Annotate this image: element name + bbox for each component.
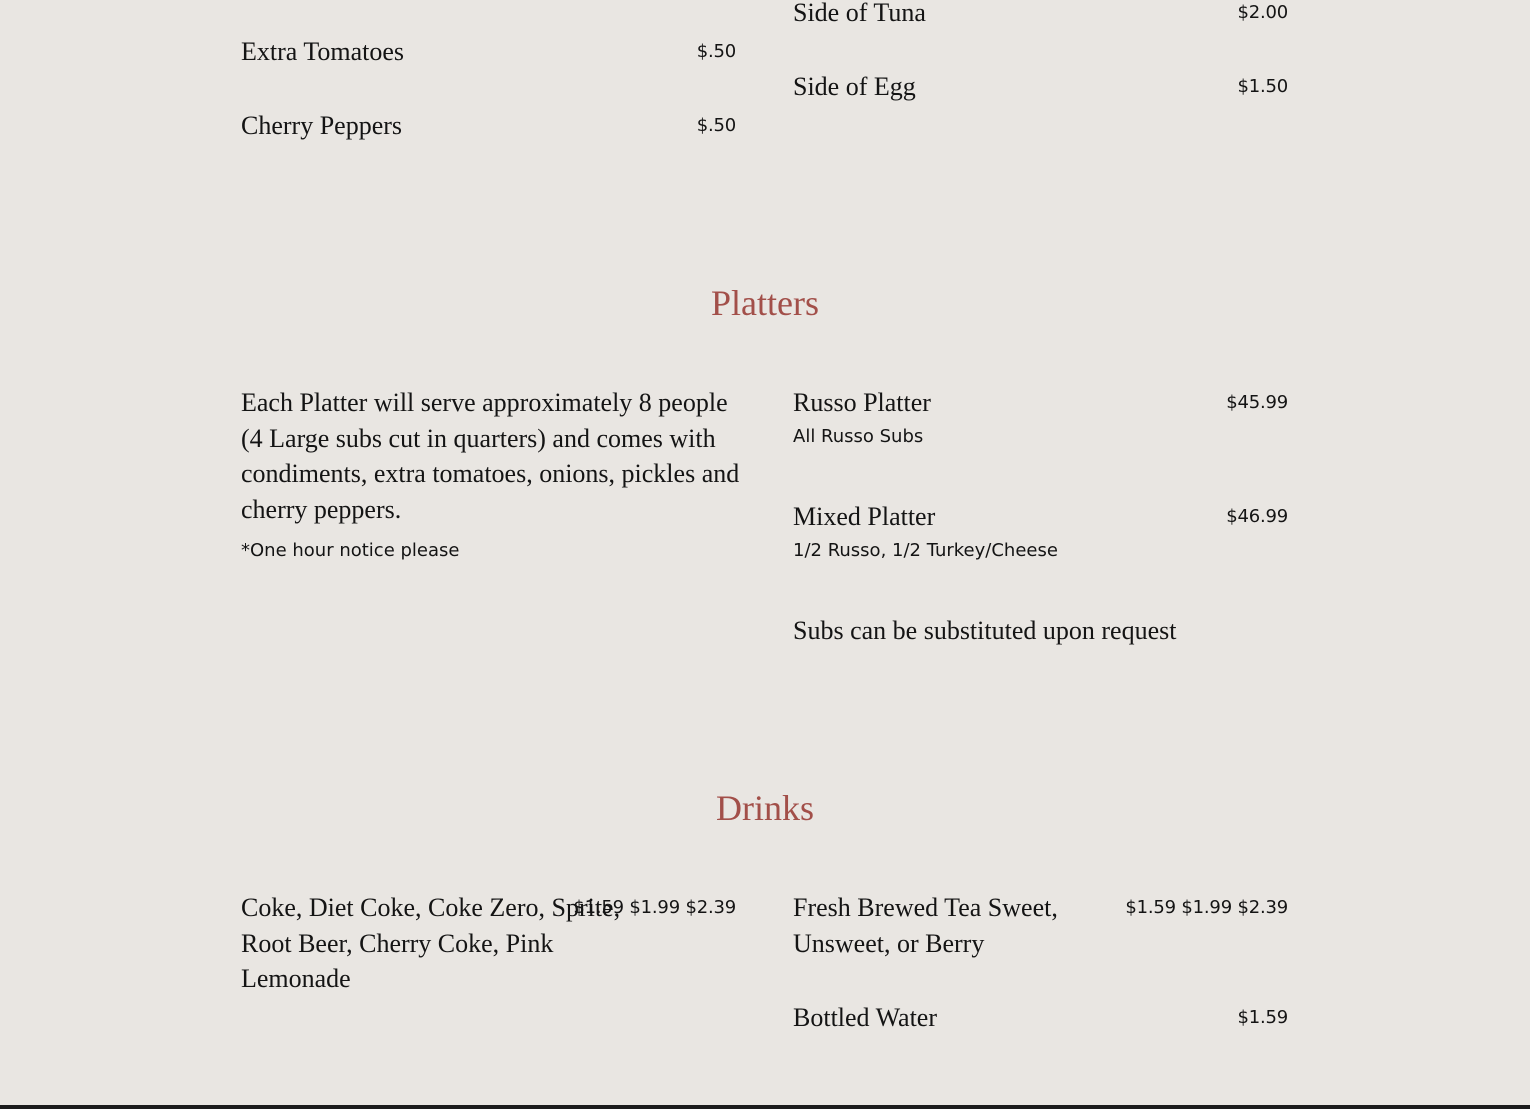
section-title-platters: Platters [711, 283, 819, 323]
menu-item-sodas [241, 890, 736, 1000]
item-price: $46.99 [1226, 506, 1288, 527]
menu-item-cherry-peppers [241, 108, 736, 148]
item-name: Fresh Brewed Tea Sweet, Unsweet, or Berry [793, 893, 1058, 958]
footer-divider [0, 1105, 1530, 1109]
item-name: Side of Egg [793, 72, 916, 101]
item-name: Russo Platter [793, 388, 931, 417]
section-title-drinks: Drinks [716, 788, 814, 828]
item-price: $1.59 $1.99 $2.39 [1125, 897, 1288, 918]
item-price: $1.50 [1237, 76, 1288, 97]
item-price: $45.99 [1226, 392, 1288, 413]
substitution-note: Subs can be substituted upon request [793, 616, 1177, 645]
item-price: $2.00 [1237, 2, 1288, 23]
item-description: All Russo Subs [793, 426, 924, 447]
item-description: 1/2 Russo, 1/2 Turkey/Cheese [793, 540, 1058, 561]
menu-item-side-of-tuna [793, 0, 1288, 35]
item-name: Bottled Water [793, 1003, 938, 1032]
item-name: Side of Tuna [793, 0, 926, 27]
item-price: $.50 [696, 41, 736, 62]
menu-item-mixed-platter [793, 499, 1288, 569]
platters-notice: *One hour notice please [241, 540, 460, 561]
item-name: Cherry Peppers [241, 111, 403, 140]
item-price: $.50 [696, 115, 736, 136]
menu-item-bottled-water [793, 1000, 1288, 1040]
platters-description: Each Platter will serve approximately 8 people (4 Large subs cut in quarters) and comes with condiments, extra tomatoes, onions, pickles and cherry peppers. [241, 388, 740, 525]
menu-item-russo-platter [793, 385, 1288, 455]
item-price: $1.59 $1.99 $2.39 [573, 897, 736, 918]
item-name: Extra Tomatoes [241, 37, 405, 66]
item-name: Mixed Platter [793, 502, 936, 531]
item-name: Coke, Diet Coke, Coke Zero, Sprite, Root Beer, Cherry Coke, Pink Lemonade [241, 893, 621, 994]
item-price: $1.59 [1237, 1007, 1288, 1028]
menu-item-fresh-brewed-tea [793, 890, 1288, 965]
menu-item-extra-tomatoes [241, 34, 736, 74]
menu-item-side-of-egg [793, 69, 1288, 109]
